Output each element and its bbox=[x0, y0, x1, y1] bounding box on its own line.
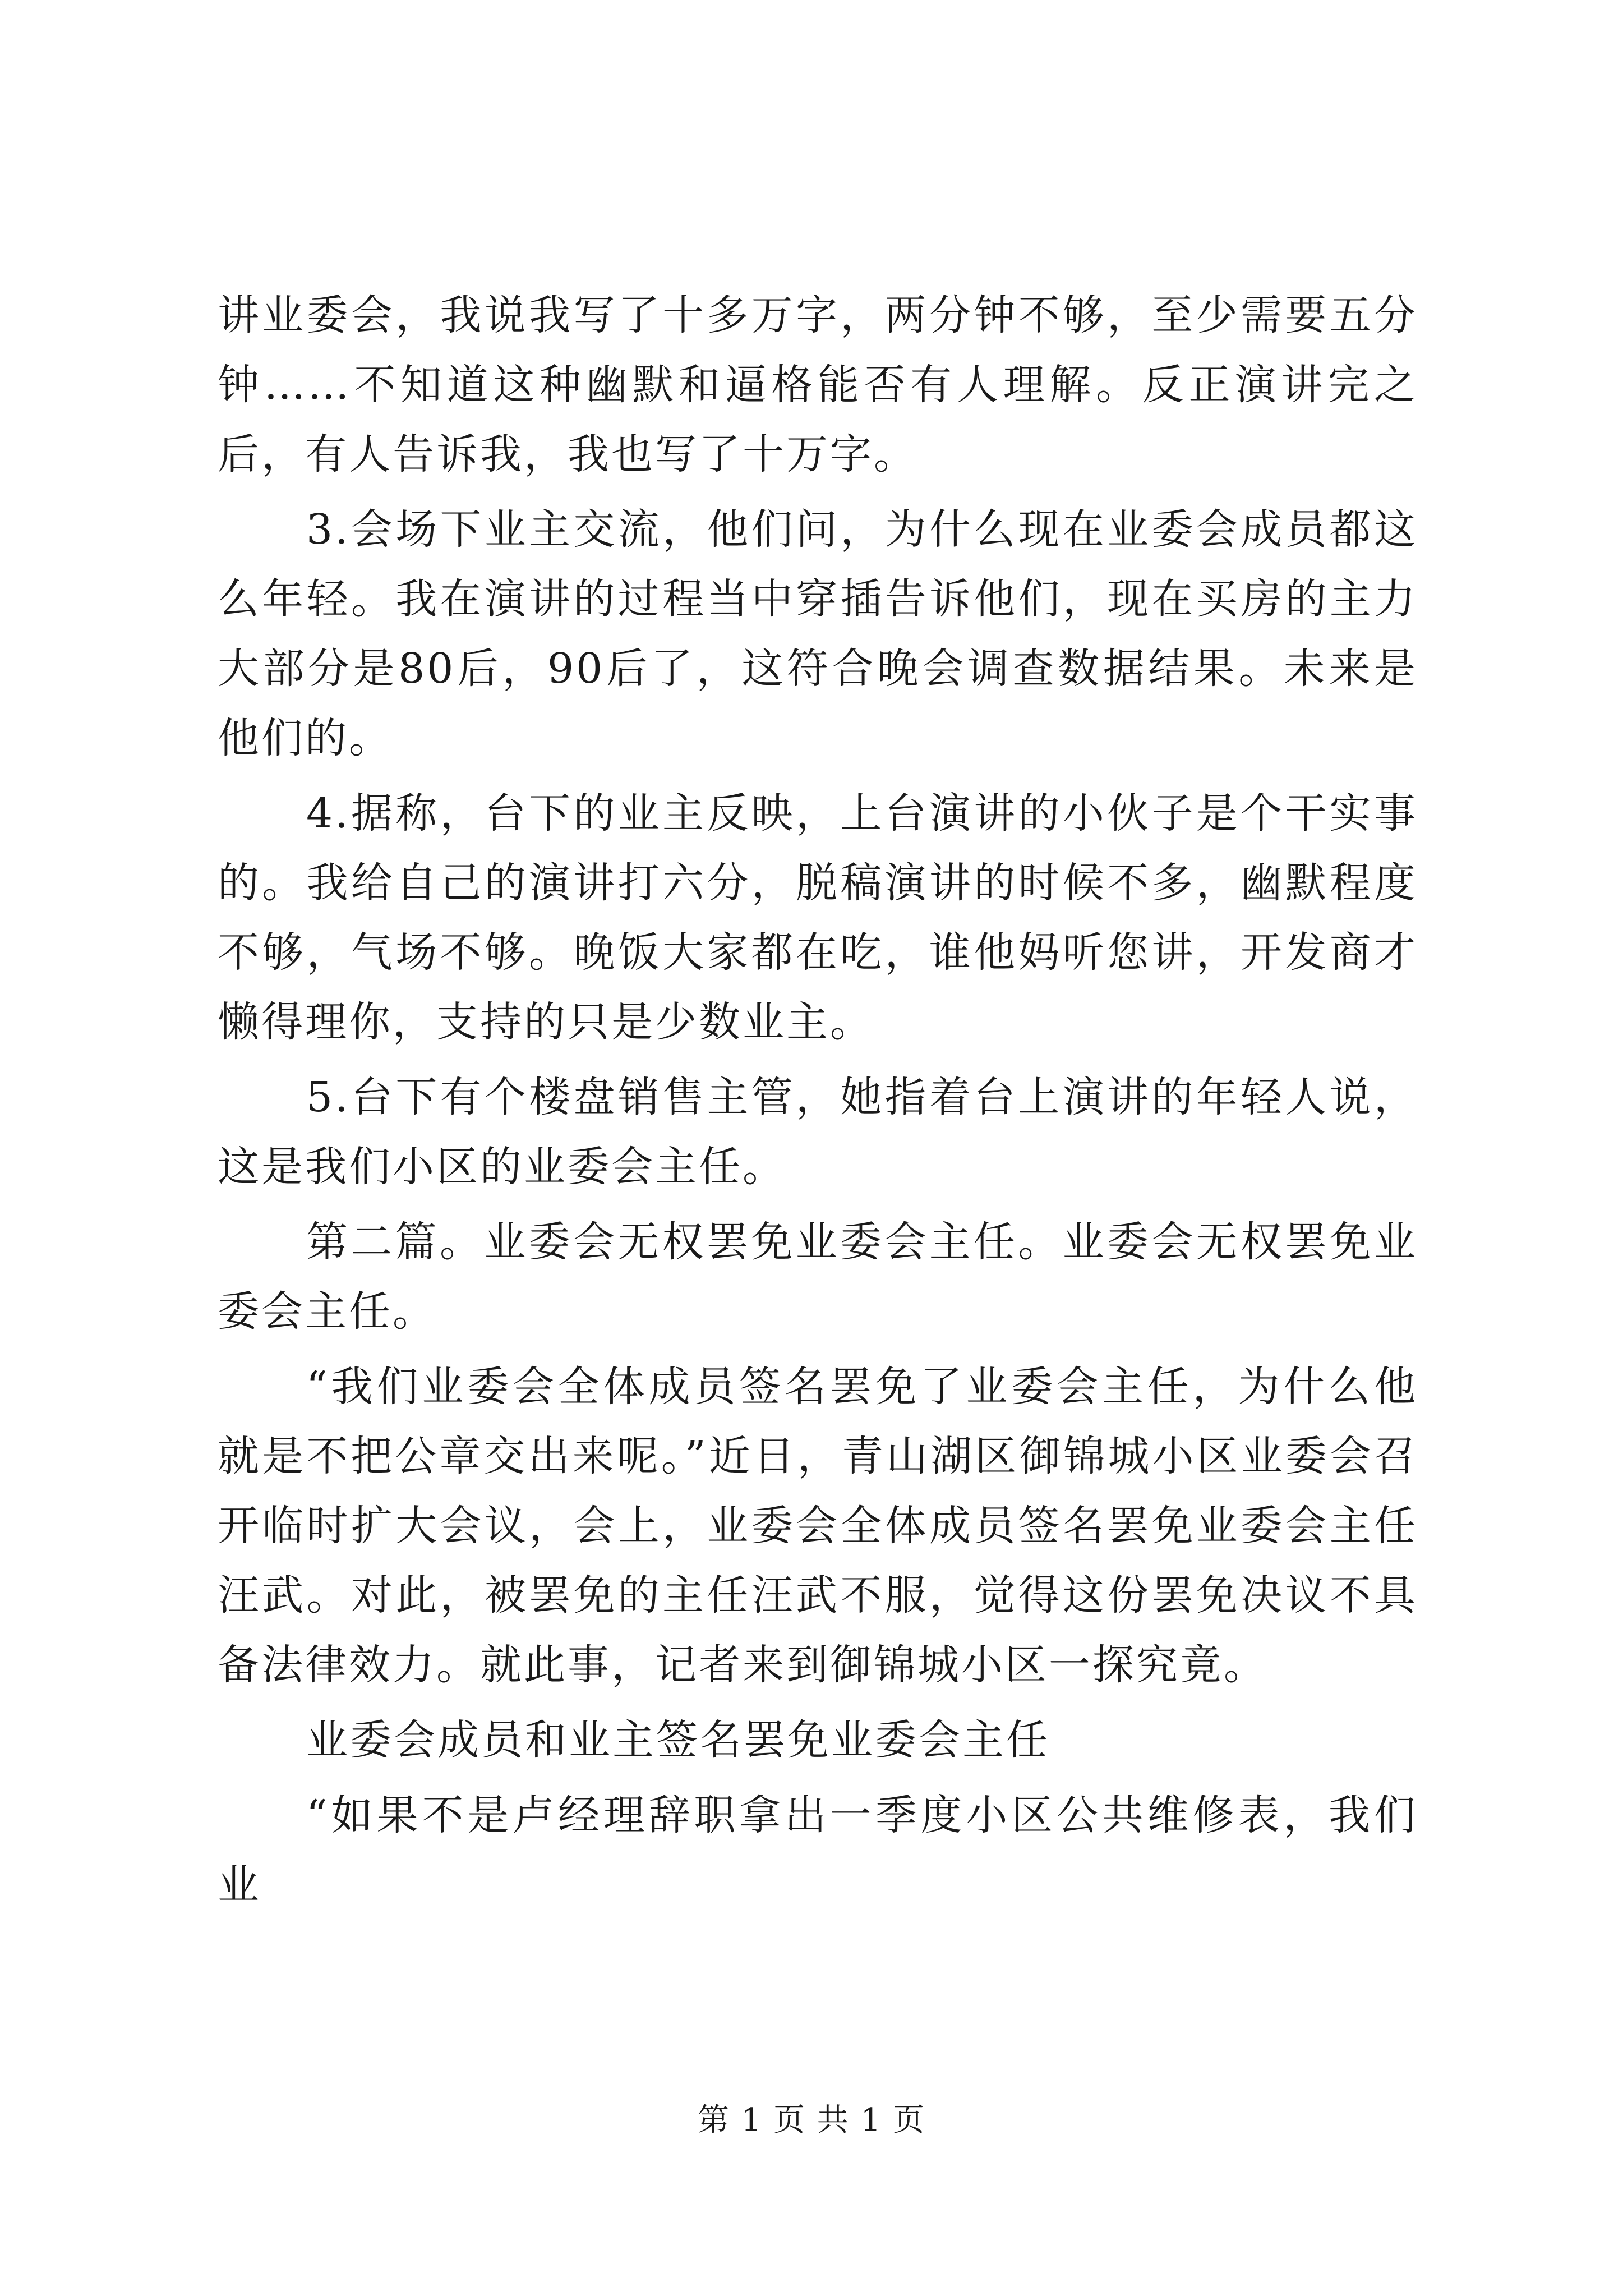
paragraph-8: “如果不是卢经理辞职拿出一季度小区公共维修表，我们业 bbox=[218, 1791, 1418, 1909]
document-body bbox=[218, 280, 1418, 1920]
paragraph-2: 3.会场下业主交流，他们问，为什么现在业委会成员都这么年轻。我在演讲的过程当中穿插告诉他们，现在买房的主力大部分是80后，90后了，这符合晚会调查数据结果。未来是他们的。 bbox=[218, 505, 1418, 762]
paragraph-4: 5.台下有个楼盘销售主管，她指着台上演讲的年轻人说，这是我们小区的业委会主任。 bbox=[218, 1073, 1418, 1191]
paragraph-7: 业委会成员和业主签名罢免业委会主任 bbox=[306, 1716, 1050, 1764]
paragraph-1: 讲业委会，我说我写了十多万字，两分钟不够，至少需要五分钟……不知道这种幽默和逼格能否有人理解。反正演讲完之后，有人告诉我，我也写了十万字。 bbox=[218, 291, 1418, 478]
paragraph-3: 4.据称，台下的业主反映，上台演讲的小伙子是个干实事的。我给自己的演讲打六分，脱稿演讲的时候不多，幽默程度不够，气场不够。晚饭大家都在吃，谁他妈听您讲，开发商才懒得理你，支持的只是少数业主。 bbox=[218, 789, 1418, 1046]
page-footer: 第 1 页 共 1 页 bbox=[697, 2102, 926, 2138]
paragraph-5: 第二篇。业委会无权罢免业委会主任。业委会无权罢免业委会主任。 bbox=[218, 1218, 1418, 1336]
paragraph-6: “我们业委会全体成员签名罢免了业委会主任，为什么他就是不把公章交出来呢。”近日，青山湖区御锦城小区业委会召开临时扩大会议，会上，业委会全体成员签名罢免业委会主任汪武。对此，被罢免的主任汪武不服，觉得这份罢免决议不具备法律效力。就此事，记者来到御锦城小区一探究竟。 bbox=[218, 1363, 1418, 1689]
